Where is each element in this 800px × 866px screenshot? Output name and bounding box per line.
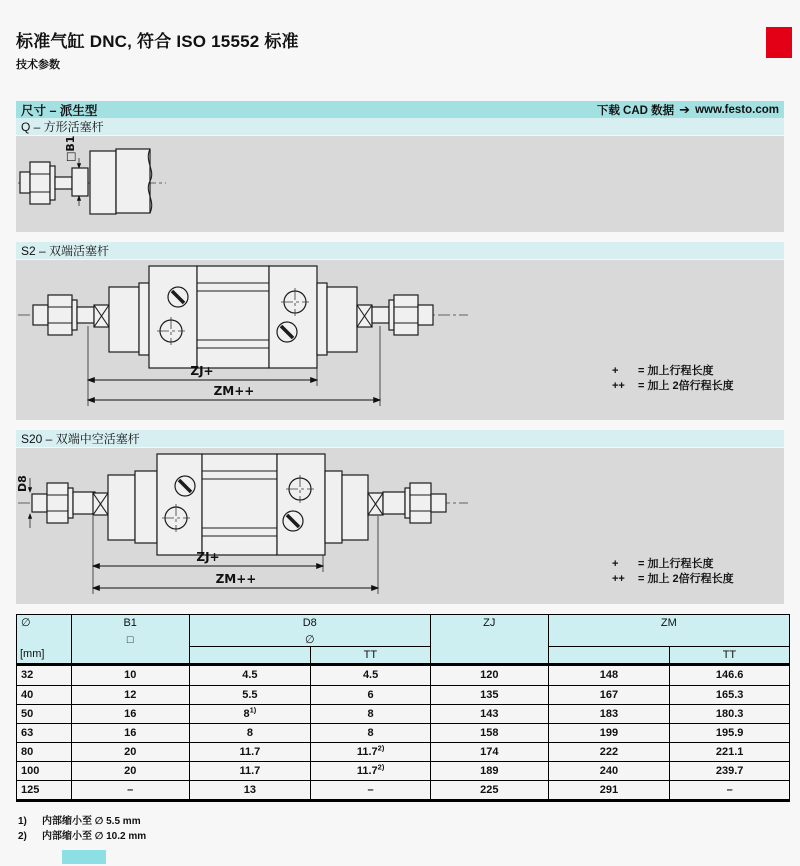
cad-label: 下载 CAD 数据 [596,104,675,117]
table-cell: 8 [189,724,311,742]
table-cell: 63 [21,727,34,739]
section-title: 尺寸 – 派生型 [21,103,98,118]
table-cell: – [310,781,430,799]
footnote-reference: 2) [377,743,385,753]
q-piston-rod-drawing [16,136,784,232]
table-cell: 11.7$^{2)}$ [310,762,430,780]
table-cell: – [669,781,789,799]
plus-symbol: + [612,558,619,570]
zm-plain-subcol [549,647,670,663]
plusplus-symbol: ++ [612,573,625,585]
table-body [17,666,789,799]
table-cell: 174 [430,743,548,761]
table-cell: 165.3 [669,686,789,704]
table-cell: 143 [430,705,548,723]
table-row [17,704,789,723]
column-diameter [17,615,71,663]
square-symbol: □ [126,634,134,646]
table-row [17,780,789,799]
page-title: 标准气缸 DNC, 符合 ISO 15552 标准 [16,32,299,51]
footnote-reference: 1) [249,705,257,715]
plusplus-symbol: ++ [612,380,625,392]
footnotes [18,814,146,844]
column-zj [430,615,548,663]
table-cell: 167 [548,686,670,704]
q-drawing-area [16,136,784,232]
legend-row [612,379,734,394]
s2-zj-dimension-label: ZJ+ [190,364,214,378]
s2-legend [612,364,734,394]
s2-section-label: S2 – 双端活塞杆 [21,244,110,258]
d8-diameter-symbol: ∅ [304,634,315,646]
table-cell: 8$^{1)}$ [189,705,311,723]
table-row [17,742,789,761]
d8-tt-label: TT [363,649,378,661]
table-cell: 225 [430,781,548,799]
diameter-symbol: ∅ [21,617,31,629]
zm-label: ZM [660,617,677,629]
table-cell: 4.5 [189,666,311,685]
festo-url: www.festo.com [695,103,779,116]
table-cell: 5.5 [189,686,311,704]
s2-zm-dimension-label: ZM++ [213,384,255,398]
legend-row [612,364,734,379]
table-cell: 240 [548,762,670,780]
table-cell: 6 [310,686,430,704]
d8-label: D8 [302,617,317,629]
footnote [18,814,146,829]
footnote-marker: 2) [18,831,27,842]
table-cell: 221.1 [669,743,789,761]
table-cell: 12 [71,686,189,704]
table-cell: 16 [71,724,189,742]
footnote-text: 内部缩小至 ∅ 5.5 mm [42,816,141,827]
arrow-right-icon: ➔ [679,102,691,117]
table-cell: 8 [310,724,430,742]
table-cell: 100 [21,765,40,777]
table-cell: 10 [71,666,189,685]
table-cell: 120 [430,666,548,685]
table-cell: 20 [71,743,189,761]
column-b1 [71,615,189,663]
table-cell: 4.5 [310,666,430,685]
dimension-table [16,614,790,802]
table-cell: 239.7 [669,762,789,780]
s20-zm-dimension-label: ZM++ [215,572,257,586]
s20-zj-dimension-label: ZJ+ [196,550,220,564]
table-cell: 11.7 [189,762,311,780]
table-cell: 11.7 [189,743,311,761]
q-section-label-bar [16,118,784,135]
table-cell: 180.3 [669,705,789,723]
s20-drawing-area [16,448,784,604]
table-cell: 135 [430,686,548,704]
table-cell: 8 [310,705,430,723]
table-cell: 146.6 [669,666,789,685]
cad-download-link[interactable] [597,102,779,118]
legend-text: = 加上行程长度 [638,365,714,377]
s2-section-label-bar [16,242,784,259]
zm-tt-label: TT [722,649,737,661]
table-cell: 11.7$^{2)}$ [310,743,430,761]
table-row [17,761,789,780]
table-row [17,685,789,704]
s20-section-label-bar [16,430,784,447]
table-cell: 125 [21,784,40,796]
q-rod-dimension-label: □B1 [64,136,77,162]
s20-legend [612,557,734,587]
footnote [18,829,146,844]
table-cell: 222 [548,743,670,761]
table-cell: 148 [548,666,670,685]
table-cell: 199 [548,724,670,742]
table-cell: 20 [71,762,189,780]
s2-double-rod-drawing [16,260,784,420]
table-header [17,615,789,666]
table-cell: – [71,781,189,799]
table-row [17,666,789,685]
footnote-marker: 1) [18,816,27,827]
s2-drawing-area [16,260,784,420]
red-page-tab [766,27,792,58]
plus-symbol: + [612,365,619,377]
q-section-label: Q – 方形活塞杆 [21,120,104,134]
table-cell: 50 [21,708,34,720]
legend-row [612,557,734,572]
legend-row [612,572,734,587]
s20-rod-dimension-label: D8 [16,475,29,492]
table-cell: 189 [430,762,548,780]
page-subtitle: 技术参数 [16,59,60,71]
table-cell: 291 [548,781,670,799]
column-group-d8 [189,615,430,663]
s20-section-label: S20 – 双端中空活塞杆 [21,432,140,446]
legend-text: = 加上行程长度 [638,558,714,570]
table-cell: 32 [21,669,34,681]
column-group-zm [548,615,789,663]
table-cell: 13 [189,781,311,799]
legend-text: = 加上 2倍行程长度 [638,380,734,392]
unit-label: [mm] [20,648,45,660]
table-row [17,723,789,742]
section-header-bar [16,101,784,118]
footnote-text: 内部缩小至 ∅ 10.2 mm [42,831,147,842]
table-cell: 80 [21,746,34,758]
footnote-reference: 2) [377,762,385,772]
table-cell: 16 [71,705,189,723]
table-cell: 158 [430,724,548,742]
table-cell: 183 [548,705,670,723]
table-cell: 40 [21,689,34,701]
footer-teal-tab [62,850,106,864]
table-cell: 195.9 [669,724,789,742]
b1-label: B1 [123,617,137,629]
d8-plain-subcol [190,647,311,663]
legend-text: = 加上 2倍行程长度 [638,573,734,585]
zj-label: ZJ [483,617,496,629]
